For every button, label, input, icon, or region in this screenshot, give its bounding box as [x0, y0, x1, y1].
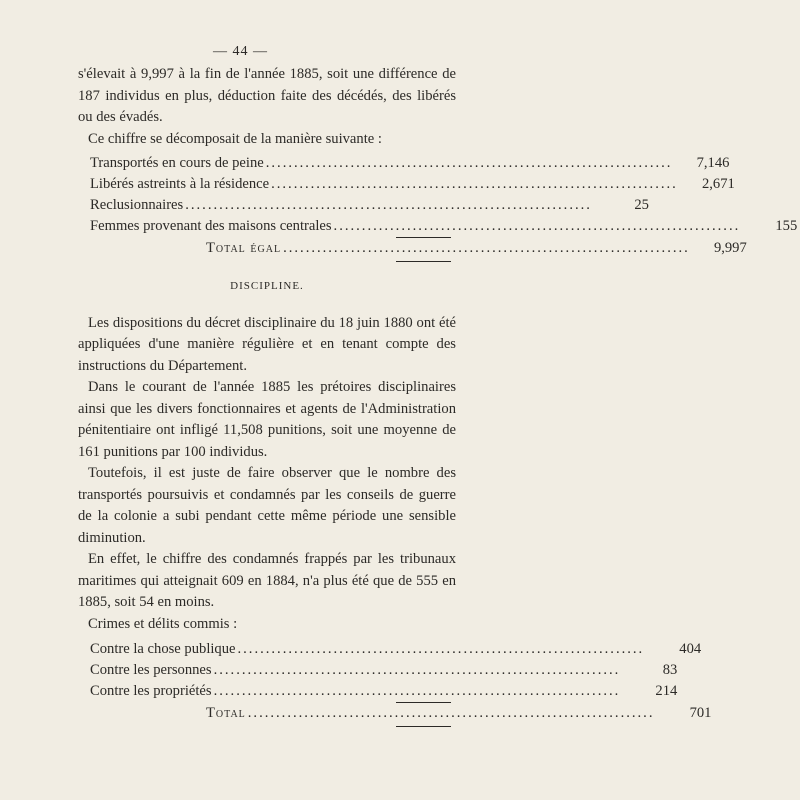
row-value: 155: [775, 218, 798, 234]
paragraph-6: En effet, le chiffre des condamnés frappés par les tribunaux maritimes qui atteignait 609 en 1884, n'a plus été que de 555 en 1885, soit 54 en moins.: [78, 551, 456, 610]
table-row: [90, 681, 678, 702]
table-row: [90, 216, 798, 237]
row-value: 7,146: [696, 155, 730, 171]
row-value: 2,671: [701, 176, 735, 192]
total-label: Total égal: [206, 240, 282, 256]
row-label: Femmes provenant des maisons centrales: [90, 218, 332, 234]
leader-dots: ........................................................................: [237, 641, 645, 657]
total-value: 701: [689, 705, 712, 721]
row-label: Contre les propriétés: [90, 683, 212, 699]
table-row: [90, 153, 730, 174]
leader-dots: ........................................................................: [333, 218, 741, 234]
total-row: [78, 238, 747, 259]
total-rule: [396, 726, 451, 727]
row-value: 214: [655, 683, 678, 699]
paragraph-4: Dans le courant de l'année 1885 les prétoires disciplinaires ainsi que les divers fonctionnaires et agents de l'Administration pénitentiaire ont infligé 11,508 punitions, soit une moyenne de 161 punitions par 100 individus.: [78, 379, 456, 460]
row-value: 25: [634, 197, 649, 213]
row-value: 404: [679, 641, 702, 657]
leader-dots: ........................................................................: [213, 662, 621, 678]
paragraph-5: Toutefois, il est juste de faire observer que le nombre des transportés poursuivis et condamnés par les conseils de guerre de la colonie a subi pendant cette même période une sensible diminution.: [78, 465, 456, 546]
table-row: [90, 660, 678, 681]
paragraph-1: s'élevait à 9,997 à la fin de l'année 1885, soit une différence de 187 individus en plus, déduction faite des décédés, des libérés ou des évadés.: [78, 66, 456, 125]
row-label: Transportés en cours de peine: [90, 155, 264, 171]
leader-dots: ........................................................................: [247, 705, 655, 721]
total-row: [78, 703, 712, 724]
table-row: [90, 195, 649, 216]
leader-dots: ........................................................................: [271, 176, 678, 192]
paragraph-7: Crimes et délits commis :: [88, 615, 238, 632]
leader-dots: ........................................................................: [283, 240, 690, 256]
total-rule: [396, 261, 451, 262]
row-label: Contre les personnes: [90, 662, 212, 678]
total-label: Total: [206, 705, 246, 721]
row-value: 83: [662, 662, 678, 678]
table-row: [90, 174, 735, 195]
leader-dots: ........................................................................: [185, 197, 592, 213]
section-heading: DISCIPLINE.: [230, 280, 304, 292]
page-body: [78, 64, 798, 727]
paragraph-3: Les dispositions du décret disciplinaire du 18 juin 1880 ont été appliquées d'une manière régulière et en tenant compte des instructions du Département.: [78, 314, 456, 374]
total-value: 9,997: [713, 240, 747, 256]
row-label: Libérés astreints à la résidence: [90, 176, 270, 192]
leader-dots: ........................................................................: [265, 155, 673, 171]
crimes-table: [78, 639, 712, 727]
table-row: [90, 639, 702, 660]
page-number: — 44 —: [213, 44, 268, 59]
paragraph-2: Ce chiffre se décomposait de la manière suivante :: [88, 130, 382, 147]
row-label: Contre la chose publique: [90, 641, 236, 657]
leader-dots: ........................................................................: [213, 683, 621, 699]
row-label: Reclusionnaires: [90, 197, 184, 213]
population-table: [78, 153, 798, 262]
